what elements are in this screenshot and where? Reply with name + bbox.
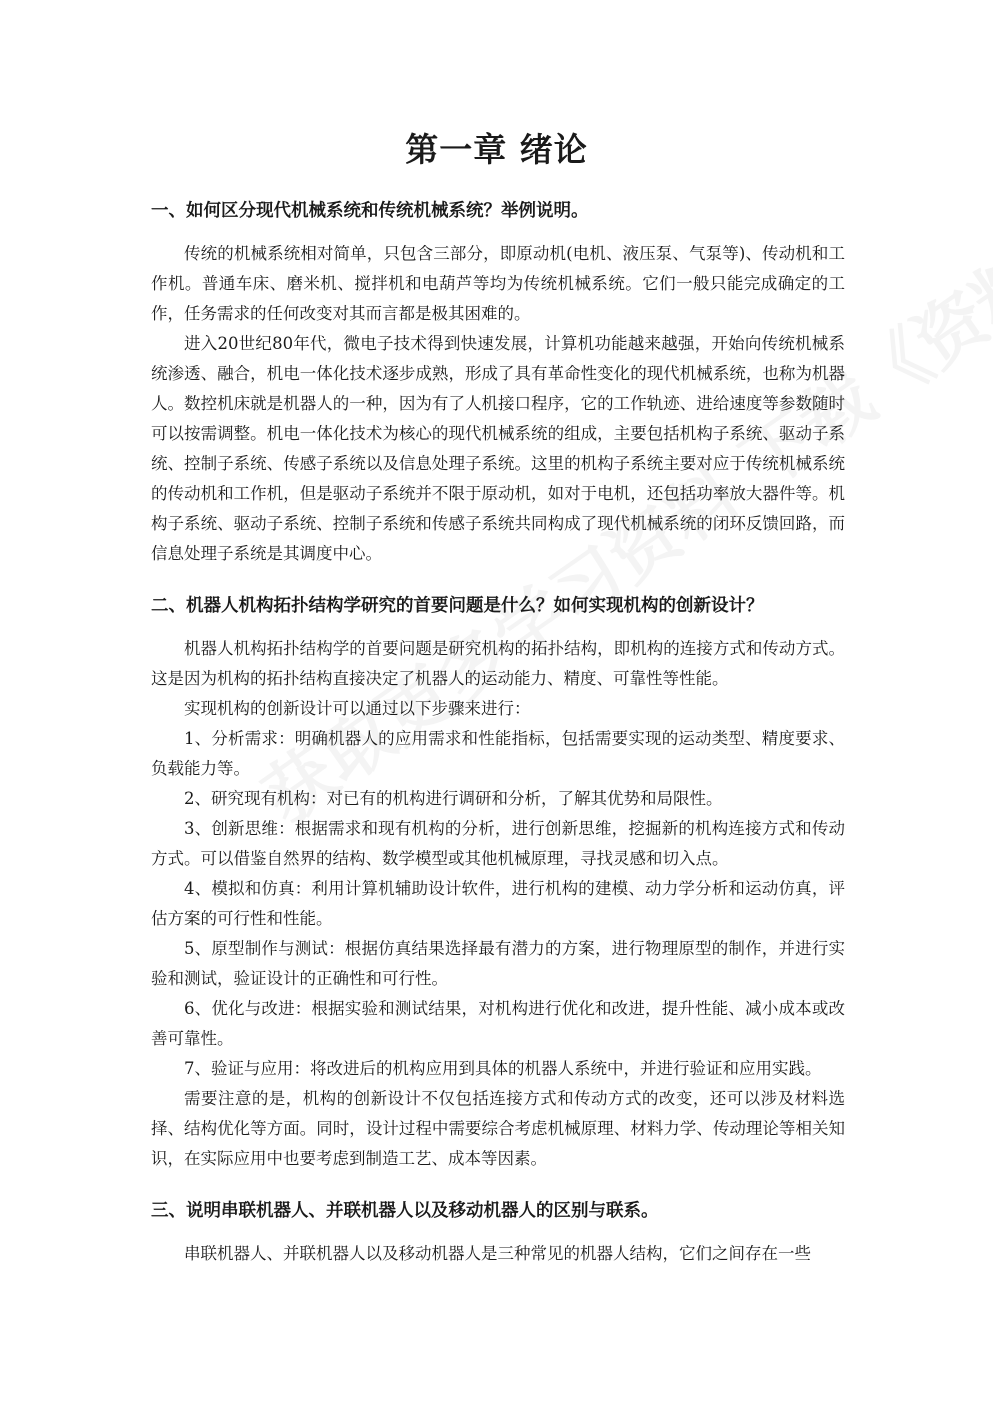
paragraph: 传统的机械系统相对简单，只包含三部分，即原动机(电机、液压泵、气泵等)、传动机和工作机。普通车床、磨米机、搅拌机和电葫芦等均为传统机械系统。它们一般只能完成确定的工作，任务需求的任何改变对其而言都是极其困难的。 <box>151 244 845 323</box>
paragraph: 进入20世纪80年代，微电子技术得到快速发展，计算机功能越来越强，开始向传统机械系统渗透、融合，机电一体化技术逐步成熟，形成了具有革命性变化的现代机械系统，也称为机器人。数控机床就是机器人的一种，因为有了人机接口程序，它的工作轨迹、进给速度等参数随时可以按需调整。机电一体化技术为核心的现代机械系统的组成，主要包括机构子系统、驱动子系统、控制子系统、传感子系统以及信息处理子系统。这里的机构子系统主要对应于传统机械系统的传动机和工作机，但是驱动子系统并不限于原动机，如对于电机，还包括功率放大器件等。机构子系统、驱动子系统、控制子系统和传感子系统共同构成了现代机械系统的闭环反馈回路，而信息处理子系统是其调度中心。 <box>151 334 845 563</box>
list-item: 6、优化与改进：根据实验和测试结果，对机构进行优化和改进，提升性能、减小成本或改善可靠性。 <box>151 999 845 1048</box>
paragraph: 机器人机构拓扑结构学的首要问题是研究机构的拓扑结构，即机构的连接方式和传动方式。这是因为机构的拓扑结构直接决定了机器人的运动能力、精度、可靠性等性能。 <box>151 639 845 688</box>
paragraph: 串联机器人、并联机器人以及移动机器人是三种常见的机器人结构，它们之间存在一些 <box>184 1244 811 1263</box>
section-1-heading: 一、如何区分现代机械系统和传统机械系统？举例说明。 <box>151 201 589 221</box>
list-item: 4、模拟和仿真：利用计算机辅助设计软件，进行机构的建模、动力学分析和运动仿真，评估方案的可行性和性能。 <box>151 879 845 928</box>
paragraph: 需要注意的是，机构的创新设计不仅包括连接方式和传动方式的改变，还可以涉及材料选择、结构优化等方面。同时，设计过程中需要综合考虑机械原理、材料力学、传动理论等相关知识，在实际应用中也要考虑到制造工艺、成本等因素。 <box>151 1089 845 1168</box>
list-item: 1、分析需求：明确机器人的应用需求和性能指标，包括需要实现的运动类型、精度要求、负载能力等。 <box>151 729 845 778</box>
list-item: 3、创新思维：根据需求和现有机构的分析，进行创新思维，挖掘新的机构连接方式和传动方式。可以借鉴自然界的结构、数学模型或其他机械原理，寻找灵感和切入点。 <box>151 819 845 868</box>
section-3-heading: 三、说明串联机器人、并联机器人以及移动机器人的区别与联系。 <box>151 1201 659 1221</box>
section-2-heading: 二、机器人机构拓扑结构学研究的首要问题是什么？如何实现机构的创新设计？ <box>151 596 764 616</box>
list-item: 5、原型制作与测试：根据仿真结果选择最有潜力的方案，进行物理原型的制作，并进行实验和测试，验证设计的正确性和可行性。 <box>151 939 845 988</box>
list-item: 7、验证与应用：将改进后的机构应用到具体的机器人系统中，并进行验证和应用实践。 <box>184 1059 822 1078</box>
document-body <box>151 196 845 1269</box>
chapter-title: 第一章 绪论 <box>405 130 588 169</box>
list-item: 2、研究现有机构：对已有的机构进行调研和分析，了解其优势和局限性。 <box>184 789 723 808</box>
paragraph: 实现机构的创新设计可以通过以下步骤来进行： <box>184 699 531 718</box>
